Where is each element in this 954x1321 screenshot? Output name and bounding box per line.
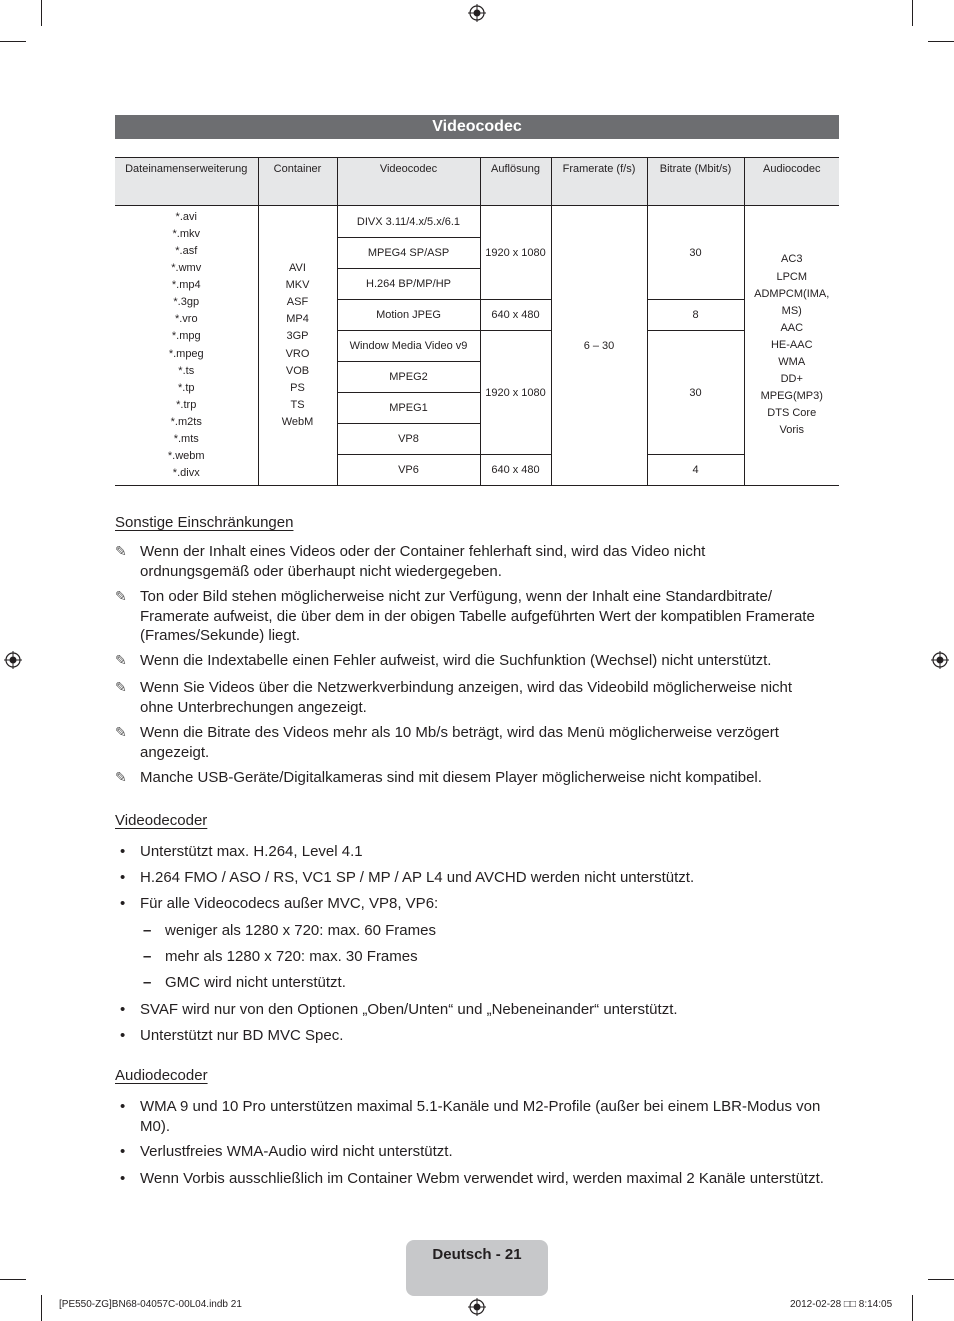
note-line: Wenn der Inhalt eines Videos oder der Container fehlerhaft sind, wird das Video nicht <box>140 543 706 560</box>
note-line: Framerate aufweist, die über dem in der obigen Tabelle aufgeführten Wert der kompatiblen Framerate <box>140 607 815 625</box>
list-item: MPEG(MP3) <box>760 390 823 403</box>
registration-mark-icon <box>931 651 949 669</box>
note-line: Manche USB-Geräte/Digitalkameras sind mit diesem Player möglicherweise nicht kompatibel. <box>140 769 762 786</box>
sub-list-item <box>143 921 833 941</box>
note-icon: ✎ <box>115 724 127 740</box>
list-item: *.wmv <box>171 262 202 275</box>
crop-mark <box>912 0 913 26</box>
list-item: *.trp <box>176 398 197 411</box>
list-item: LPCM <box>776 270 808 283</box>
section-heading: Sonstige Einschränkungen <box>115 514 294 531</box>
note-item <box>115 542 839 581</box>
list-item: MP4 <box>286 313 309 326</box>
codec-cell: VP8 <box>337 424 480 455</box>
note-text <box>140 651 839 671</box>
table-header-cell: Framerate (f/s) <box>551 158 647 206</box>
resolution-cell: 640 x 480 <box>480 300 551 331</box>
list-item: *.ts <box>178 364 195 377</box>
note-icon: ✎ <box>115 679 127 695</box>
list-item: *.divx <box>172 467 200 480</box>
note-line: Ton oder Bild stehen möglicherweise nicht zur Verfügung, wenn der Inhalt eine Standardbitrate/ <box>140 588 773 605</box>
list-item-text: SVAF wird nur von den Optionen „Oben/Unten“ und „Nebeneinander“ unterstützt. <box>140 1001 678 1018</box>
list-item: HE-AAC <box>770 338 813 351</box>
list-item-line: M0). <box>140 1117 170 1135</box>
crop-mark <box>0 41 26 42</box>
note-text <box>140 723 839 762</box>
framerate-cell: 6 – 30 <box>551 206 647 486</box>
list-item: *.3gp <box>173 296 200 309</box>
bullet-icon: • <box>120 1027 126 1044</box>
codec-cell: DIVX 3.11/4.x/5.x/6.1 <box>337 206 480 238</box>
list-item <box>120 1000 839 1020</box>
registration-mark-icon <box>468 4 486 22</box>
note-line: Wenn Sie Videos über die Netzwerkverbindung anzeigen, wird das Videobild möglicherweise nicht <box>140 679 793 696</box>
list-item: *.mts <box>173 432 199 445</box>
list-item <box>120 1097 839 1136</box>
list-item: *.avi <box>175 210 197 223</box>
list-item <box>120 1026 839 1046</box>
note-text <box>140 768 839 788</box>
bullet-icon: • <box>120 1001 126 1018</box>
bullet-icon: • <box>120 1143 126 1160</box>
list-item: AVI <box>289 262 306 275</box>
section-heading: Videodecoder <box>115 812 208 829</box>
list-item: PS <box>290 381 305 394</box>
bitrate-cell: 8 <box>647 300 744 331</box>
list-item: WebM <box>281 415 314 428</box>
note-line: Wenn die Indextabelle einen Fehler aufweist, wird die Suchfunktion (Wechsel) nicht unterstützt. <box>140 652 772 669</box>
note-text <box>140 542 839 581</box>
codec-cell: H.264 BP/MP/HP <box>337 269 480 300</box>
list-item <box>120 1142 839 1162</box>
list-item: *.tp <box>177 381 195 394</box>
list-item <box>120 1169 839 1189</box>
footer-file-info: [PE550-ZG]BN68-04057C-00L04.indb 21 <box>59 1299 242 1310</box>
list-item: 3GP <box>286 330 309 343</box>
crop-mark <box>912 1295 913 1321</box>
note-icon: ✎ <box>115 769 127 785</box>
bullet-icon: • <box>120 1098 126 1115</box>
note-item <box>115 768 839 788</box>
list-item-text <box>140 1097 839 1136</box>
note-text <box>140 587 839 646</box>
list-item: VRO <box>285 347 310 360</box>
note-line: (Frames/Sekunde) liegt. <box>140 627 301 644</box>
codec-cell: MPEG4 SP/ASP <box>337 238 480 269</box>
list-item: *.mp4 <box>171 279 201 292</box>
list-item: MKV <box>285 279 310 292</box>
list-item: *.vro <box>174 313 198 326</box>
note-line: angezeigt. <box>140 743 210 761</box>
bullet-icon: • <box>120 843 126 860</box>
table-header-cell: Dateinamenserweiterung <box>115 158 258 206</box>
crop-mark <box>928 1279 954 1280</box>
list-item: TS <box>290 398 305 411</box>
codec-cell: Window Media Video v9 <box>337 331 480 362</box>
codec-table <box>115 157 839 486</box>
table-header-row <box>115 158 839 206</box>
list-item-text: Unterstützt nur BD MVC Spec. <box>140 1027 344 1044</box>
table-header-cell: Auflösung <box>480 158 551 206</box>
table-header-cell: Container <box>258 158 337 206</box>
note-icon: ✎ <box>115 543 127 559</box>
list-item: AC3 <box>781 253 803 266</box>
codec-cell: Motion JPEG <box>337 300 480 331</box>
note-item <box>115 678 839 717</box>
list-item-text: GMC wird nicht unterstützt. <box>165 974 346 991</box>
section-title: Videocodec <box>115 115 839 139</box>
extensions-cell <box>115 206 258 486</box>
list-item-text: Für alle Videocodecs außer MVC, VP8, VP6: <box>140 895 439 912</box>
list-item-text: H.264 FMO / ASO / RS, VC1 SP / MP / AP L4 und AVCHD werden nicht unterstützt. <box>140 869 695 886</box>
list-item <box>120 868 839 888</box>
list-item: ASF <box>286 296 309 309</box>
resolution-cell: 1920 x 1080 <box>480 206 551 300</box>
list-item <box>120 842 839 862</box>
note-item <box>115 723 839 762</box>
dash-icon: – <box>143 974 152 991</box>
bitrate-cell: 4 <box>647 455 744 486</box>
list-item: *.webm <box>167 450 205 463</box>
section-heading: Audiodecoder <box>115 1067 208 1084</box>
table-header-cell: Bitrate (Mbit/s) <box>647 158 744 206</box>
containers-list <box>261 260 335 431</box>
note-icon: ✎ <box>115 588 127 604</box>
dash-icon: – <box>143 922 152 939</box>
sub-list-item <box>143 947 833 967</box>
list-item: Voris <box>779 424 804 437</box>
page-number-tab: Deutsch - 21 <box>406 1240 548 1296</box>
list-item: *.mpg <box>171 330 201 343</box>
codec-cell: MPEG2 <box>337 362 480 393</box>
list-item: VOB <box>285 364 310 377</box>
note-line: ordnungsgemäß oder überhaupt nicht wiedergegeben. <box>140 562 502 580</box>
list-item-text: Unterstützt max. H.264, Level 4.1 <box>140 843 363 860</box>
audio-list <box>747 251 838 439</box>
list-item: ADMPCM(IMA, <box>754 287 830 300</box>
codec-cell: MPEG1 <box>337 393 480 424</box>
list-item-line: WMA 9 und 10 Pro unterstützen maximal 5.1-Kanäle und M2-Profile (außer bei einem LBR-Modus von <box>140 1098 821 1115</box>
list-item-text: Verlustfreies WMA-Audio wird nicht unterstützt. <box>140 1143 453 1160</box>
crop-mark <box>41 1295 42 1321</box>
table-header-cell: Audiocodec <box>744 158 839 206</box>
note-text <box>140 678 839 717</box>
list-item: *.m2ts <box>170 415 202 428</box>
list-item-text: weniger als 1280 x 720: max. 60 Frames <box>165 922 436 939</box>
resolution-cell: 1920 x 1080 <box>480 331 551 455</box>
audio-cell <box>744 206 839 486</box>
note-line: Wenn die Bitrate des Videos mehr als 10 Mb/s beträgt, wird das Menü möglicherweise verzögert <box>140 724 779 741</box>
list-item-text: mehr als 1280 x 720: max. 30 Frames <box>165 948 418 965</box>
sub-list-item <box>143 973 833 993</box>
list-item: *.mpeg <box>168 347 204 360</box>
extensions-list <box>117 209 256 483</box>
bitrate-cell: 30 <box>647 206 744 300</box>
crop-mark <box>41 0 42 26</box>
list-item-text: Wenn Vorbis ausschließlich im Container Webm verwendet wird, werden maximal 2 Kanäle unterstützt. <box>140 1170 824 1187</box>
resolution-cell: 640 x 480 <box>480 455 551 486</box>
codec-cell: VP6 <box>337 455 480 486</box>
crop-mark <box>928 41 954 42</box>
registration-mark-icon <box>468 1298 486 1316</box>
registration-mark-icon <box>4 651 22 669</box>
table-header-cell: Videocodec <box>337 158 480 206</box>
list-item: WMA <box>778 356 806 369</box>
list-item: DD+ <box>780 373 803 386</box>
note-item <box>115 587 839 646</box>
containers-cell <box>258 206 337 486</box>
note-icon: ✎ <box>115 652 127 668</box>
bullet-icon: • <box>120 895 126 912</box>
crop-mark <box>0 1279 26 1280</box>
bullet-icon: • <box>120 869 126 886</box>
footer-date: 2012-02-28 □□ 8:14:05 <box>790 1299 893 1310</box>
list-item: MS) <box>781 304 802 317</box>
bitrate-cell: 30 <box>647 331 744 455</box>
list-item <box>120 894 839 914</box>
bullet-icon: • <box>120 1170 126 1187</box>
table-row <box>115 206 839 238</box>
note-item <box>115 651 839 671</box>
list-item: AAC <box>780 321 804 334</box>
list-item: DTS Core <box>767 407 817 420</box>
list-item: *.asf <box>175 244 198 257</box>
dash-icon: – <box>143 948 152 965</box>
list-item: *.mkv <box>172 227 200 240</box>
note-line: ohne Unterbrechungen angezeigt. <box>140 698 367 716</box>
